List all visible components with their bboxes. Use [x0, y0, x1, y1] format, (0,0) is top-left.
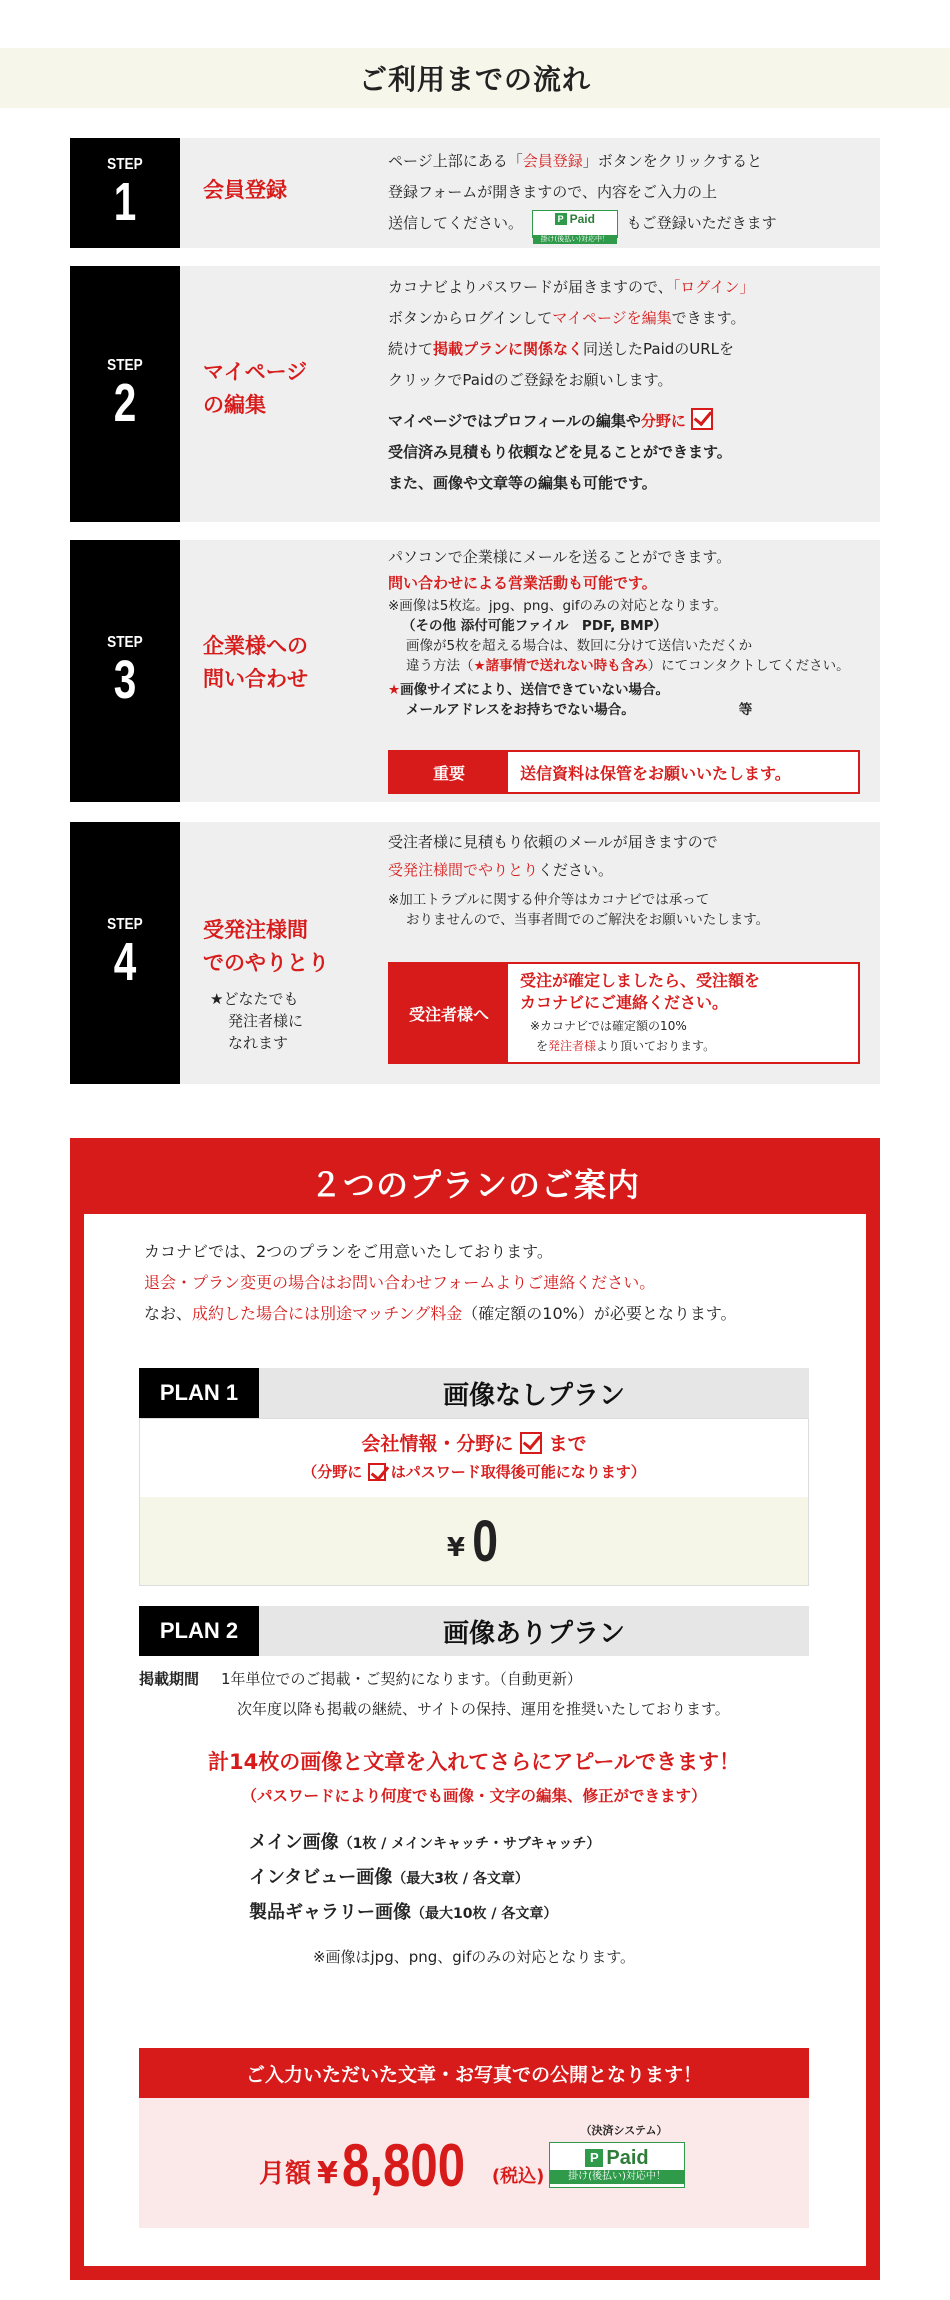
period-label: 掲載期間 — [139, 1670, 200, 1688]
plan2-price: 8,800 — [341, 2132, 466, 2199]
text: （確定額の10%）が必要となります。 — [462, 1304, 737, 1323]
checkbox-icon — [691, 408, 713, 430]
step-title-line: 問い合わせ — [203, 667, 308, 691]
item-name: メイン画像 — [249, 1832, 339, 1853]
text: もご登録いただきます — [626, 214, 777, 232]
monthly-label: 月額 — [259, 2159, 312, 2189]
text: まで — [548, 1433, 587, 1455]
plan2-name: 画像ありプラン — [442, 1618, 625, 1649]
highlight: 発注者様 — [548, 1039, 597, 1053]
item-detail: （1枚 / メインキャッチ・サブキャッチ） — [338, 1836, 601, 1852]
step-body — [388, 272, 754, 499]
text: 同送したPaidのURLを — [583, 340, 735, 358]
plans-section — [70, 1138, 880, 2280]
highlight: ★諸事情で送れない時も含み — [473, 658, 648, 674]
paid-logo-text: Paid — [569, 211, 595, 226]
plan1-price: 0 — [472, 1508, 498, 1574]
step-label: STEP — [107, 634, 143, 651]
important-box — [388, 750, 860, 794]
plan2-tag: PLAN 2 — [139, 1606, 259, 1656]
item-detail: （最大10枚 / 各文章） — [411, 1906, 558, 1922]
text: 登録フォームが開きますので、内容をご入力の上 — [388, 183, 717, 201]
highlight: 成約した場合には別途マッチング料金 — [192, 1304, 463, 1323]
text: なれます — [228, 1034, 289, 1052]
text: 等 — [738, 702, 753, 718]
plan2-box — [139, 1656, 809, 2236]
paid-logo-sub: 掛け(後払い)対応中！ — [533, 235, 617, 244]
text: できます。 — [671, 309, 746, 327]
text: なお、 — [144, 1304, 193, 1323]
step-label: STEP — [107, 357, 143, 374]
step-label: STEP — [107, 916, 143, 933]
text: 受注が確定しましたら、受注額を — [520, 971, 761, 990]
login-link[interactable]: 「ログイン」 — [672, 278, 755, 296]
important-tag: 重要 — [390, 752, 508, 792]
text: 違う方法（ — [406, 658, 474, 674]
important-message: 送信資料は保管をお願いいたします。 — [520, 763, 791, 783]
text: カコナビよりパスワードが届きますので、 — [388, 278, 673, 296]
step-badge — [70, 540, 180, 802]
step-number: 4 — [113, 932, 137, 992]
paid-logo — [532, 210, 618, 243]
plan2-period — [139, 1664, 730, 1724]
step-badge — [70, 138, 180, 248]
paid-logo-sub: 掛け(後払い)対応中！ — [550, 2170, 684, 2184]
highlight: 受発注様間でやりとり — [388, 861, 539, 879]
text: ください。 — [538, 861, 614, 879]
text: カコナビでは、2つのプランをご用意いたしております。 — [144, 1242, 553, 1261]
plan2-format-note: ※画像はjpg、png、gifのみの対応となります。 — [312, 1948, 636, 1966]
item-name: 製品ギャラリー画像 — [249, 1902, 411, 1923]
text: マイページではプロフィールの編集や — [388, 412, 641, 430]
text: おりませんので、当事者間でのご解決をお願いいたします。 — [406, 912, 770, 928]
text: ボタンからログインして — [388, 309, 553, 327]
contact-message — [508, 964, 858, 1062]
checkbox-icon — [368, 1463, 386, 1481]
plan1-price-area — [140, 1497, 808, 1585]
paid-mark-icon: P — [585, 2149, 603, 2167]
contact-box — [388, 962, 860, 1064]
step-label: STEP — [107, 156, 143, 173]
step-title-line: マイページ — [203, 360, 308, 384]
step-title — [203, 914, 329, 980]
plan2-price-area — [139, 2098, 809, 2228]
step-title-line: の編集 — [203, 393, 266, 417]
step-number: 2 — [113, 373, 137, 433]
text: また、画像や文章等の編集も可能です。 — [388, 474, 657, 492]
text: 続けて — [388, 340, 434, 358]
plans-heading: ２つのプランのご案内 — [84, 1152, 866, 1214]
step-2 — [70, 266, 880, 522]
text: ※加工トラブルに関する仲介等はカコナビでは承って — [388, 892, 710, 908]
text: 受注者様に見積もり依頼のメールが届きますので — [388, 833, 718, 851]
plans-intro — [144, 1236, 737, 1329]
plan1-bar — [139, 1368, 809, 1418]
page-title: ご利用までの流れ — [358, 63, 591, 96]
publish-banner: ご入力いただいた文章・お写真での公開となります！ — [139, 2048, 809, 2098]
text: パソコンで企業様にメールを送ることができます。 — [388, 548, 732, 566]
step-badge — [70, 822, 180, 1084]
step-body — [388, 828, 769, 930]
paid-logo — [549, 2142, 685, 2188]
highlight: 退会・プラン変更の場合はお問い合わせフォームよりご連絡ください。 — [144, 1273, 656, 1292]
text: はパスワード取得後可能になります） — [390, 1463, 646, 1481]
step-title-line: でのやりとり — [203, 951, 329, 975]
text: 1年単位でのご掲載・ご契約になります。（自動更新） — [221, 1670, 582, 1688]
plan1-line2 — [140, 1459, 808, 1485]
item-detail: （最大3枚 / 各文章） — [392, 1871, 529, 1887]
text: クリックでPaidのご登録をお願いします。 — [388, 371, 673, 389]
plan2-appeal-sub: （パスワードにより何度でも画像・文字の編集、修正ができます） — [241, 1787, 707, 1805]
text: ★どなたでも — [210, 990, 299, 1008]
step-body — [388, 146, 777, 243]
step-number: 3 — [113, 650, 137, 710]
step-number: 1 — [113, 172, 137, 232]
text: ）にてコンタクトしてください。 — [647, 658, 850, 674]
text: カコナビにご連絡ください。 — [520, 993, 729, 1012]
plan2-appeal: 計14枚の画像と文章を入れてさらにアピールできます！ — [208, 1750, 740, 1774]
paid-logo-text: Paid — [606, 2146, 649, 2169]
text: 受信済み見積もり依頼などを見ることができます。 — [388, 443, 732, 461]
step-4 — [70, 822, 880, 1084]
step-body — [388, 544, 850, 720]
contact-tag: 受注者様へ — [390, 964, 508, 1062]
step-1 — [70, 138, 880, 248]
text: 次年度以降も掲載の継続、サイトの保持、運用を推奨いたしております。 — [237, 1700, 730, 1718]
plan1-box — [139, 1418, 809, 1586]
item-name: インタビュー画像 — [249, 1867, 393, 1888]
highlight: 問い合わせによる営業活動も可能です。 — [388, 574, 657, 592]
text: を — [536, 1039, 549, 1053]
text: （分野に — [302, 1463, 363, 1481]
plan2-item — [249, 1861, 600, 1896]
text: ※画像は5枚迄。jpg、png、gifのみの対応となります。 — [388, 598, 727, 614]
member-register-link[interactable]: 会員登録 — [522, 152, 583, 170]
plan2-price-row — [259, 2132, 545, 2199]
paid-logo-wrap — [549, 2142, 685, 2188]
text: ※カコナビでは確定額の10% — [530, 1019, 687, 1033]
step-badge — [70, 266, 180, 522]
step-title-line: 企業様への — [203, 634, 308, 658]
text: ページ上部にある「 — [388, 152, 523, 170]
star-icon: ★ — [388, 682, 401, 698]
plan2-items — [249, 1826, 600, 1931]
plan1-line1 — [140, 1419, 808, 1459]
text: メールアドレスをお持ちでない場合。 — [406, 702, 635, 718]
plan2-item — [249, 1826, 600, 1861]
plan2-bar — [139, 1606, 809, 1656]
step-3 — [70, 540, 880, 802]
step-title — [203, 356, 307, 422]
text: 画像が5枚を超える場合は、数回に分けて送信いただくか — [406, 638, 753, 654]
plan1-name: 画像なしプラン — [442, 1380, 625, 1411]
yen-sign: ¥ — [317, 2156, 338, 2191]
step-title-line: 受発注様間 — [203, 918, 308, 942]
tax-label: (税込) — [491, 2166, 545, 2187]
step-note — [210, 988, 303, 1054]
plan1-tag: PLAN 1 — [139, 1368, 259, 1418]
step-title — [203, 630, 308, 696]
text: （その他 添付可能ファイル PDF, BMP） — [402, 618, 668, 634]
checkbox-icon — [520, 1432, 542, 1454]
text: 送信してください。 — [388, 214, 524, 232]
mypage-edit-link[interactable]: マイページを編集 — [552, 309, 672, 327]
highlight: 分野に — [640, 412, 686, 430]
text: 会社情報・分野に — [361, 1433, 514, 1455]
highlight: 掲載プランに関係なく — [433, 340, 584, 358]
text: 発注者様に — [228, 1012, 304, 1030]
step-title: 会員登録 — [203, 178, 287, 202]
yen-sign: ¥ — [446, 1533, 465, 1563]
text: 画像サイズにより、送信できていない場合。 — [400, 682, 670, 698]
paid-mark-icon: P — [555, 213, 567, 225]
text: より頂いております。 — [596, 1039, 716, 1053]
plan2-item — [249, 1896, 600, 1931]
text: 」ボタンをクリックすると — [582, 152, 763, 170]
payment-label: （決済システム） — [580, 2124, 668, 2137]
flow-header — [0, 48, 950, 108]
